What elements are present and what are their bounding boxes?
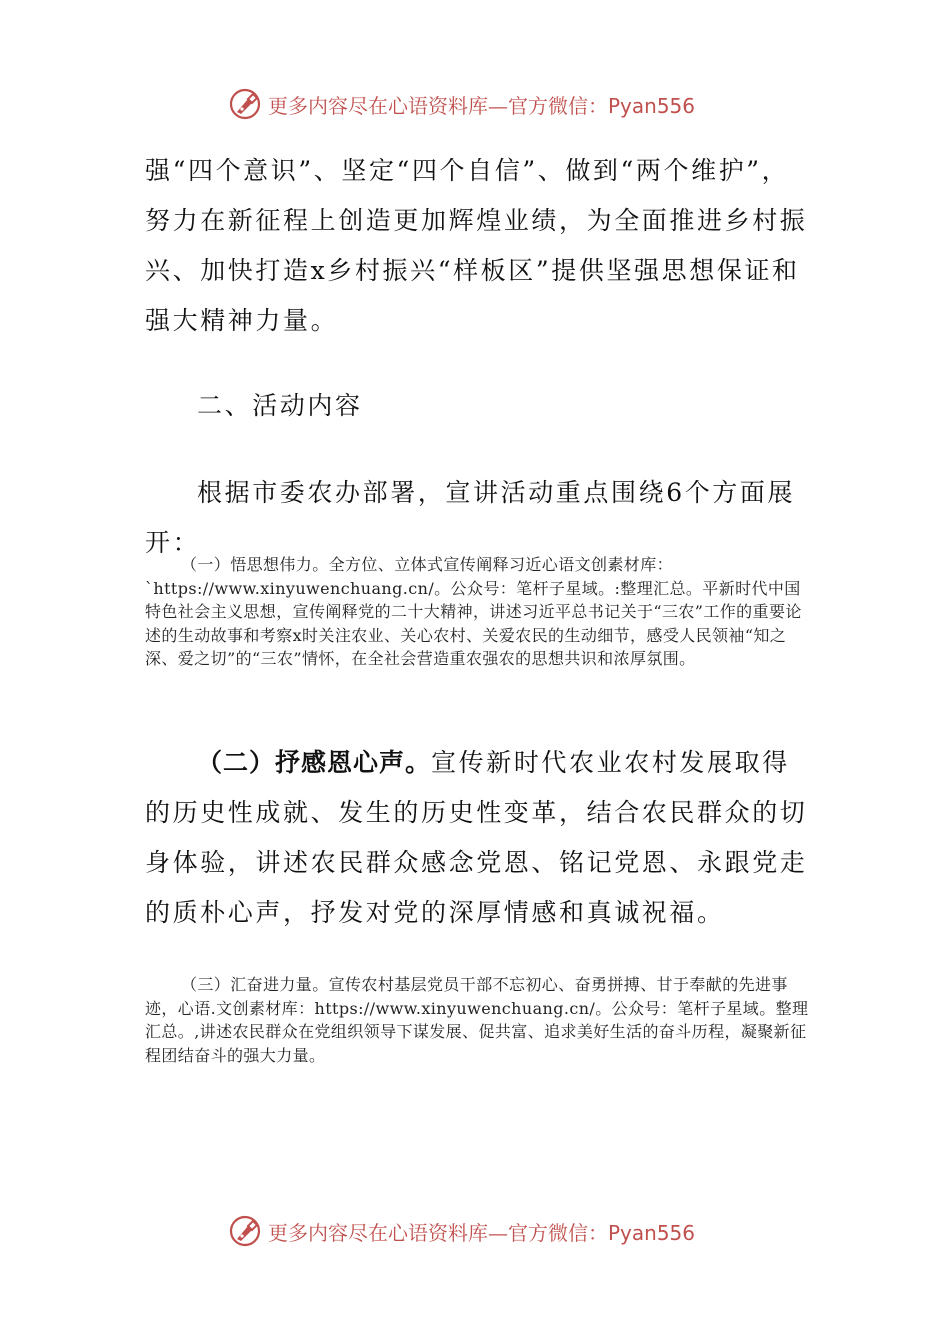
pen-nib-logo-icon	[228, 87, 262, 121]
section-heading: 二、活动内容	[197, 391, 363, 420]
banner-text: 更多内容尽在心语资料库—	[268, 93, 508, 118]
banner-wechat: 官方微信：Pyan556	[508, 93, 696, 118]
item-3-paragraph: （三）汇奋进力量。宣传农村基层党员干部不忘初心、奋勇拼搏、甘于奉献的先进事迹，心语.文创素材库：https://www.xinyuwenchuang.cn/。公众号：笔杆子星域。整理汇总。,讲述农民群众在党组织领导下谋发展、促共富、追求美好生活的奋斗历程，凝聚新征程团结奋斗的强大力量。	[145, 975, 809, 1065]
item-2-body: 宣传新时代农业农村发展取得的历史性成就、发生的历史性变革，结合农民群众的切身体验，讲述农民群众感念党恩、铭记党恩、永跟党走的质朴心声，抒发对党的深厚情感和真诚祝福。	[145, 748, 808, 927]
intro-paragraph: 根据市委农办部署，宣讲活动重点围绕6个方面展开：	[145, 478, 796, 557]
item-1-paragraph: （一）悟思想伟力。全方位、立体式宣传阐释习近心语文创素材库：`https://www.xinyuwenchuang.cn/。公众号：笔杆子星域。:整理汇总。平新时代中国特色社会主义思想，宣传阐释党的二十大精神，讲述习近平总书记关于“三农”工作的重要论述的生动故事和考察x时关注农业、关心农村、关爱农民的生动细节，感受人民领袖“知之深、爱之切”的“三农”情怀，在全社会营造重农强农的思想共识和浓厚氛围。	[145, 555, 802, 668]
footer-banner	[228, 1211, 748, 1251]
item-2-paragraph	[145, 738, 810, 938]
banner-wechat: 官方微信：Pyan556	[508, 1220, 696, 1245]
pen-nib-logo-icon	[228, 1214, 262, 1248]
paragraph-continuation: 强“四个意识”、坚定“四个自信”、做到“两个维护”，努力在新征程上创造更加辉煌业绩，为全面推进乡村振兴、加快打造x乡村振兴“样板区”提供坚强思想保证和强大精神力量。	[145, 156, 808, 335]
header-banner	[228, 84, 748, 124]
item-2-title: （二）抒感恩心声。	[197, 748, 432, 777]
banner-text: 更多内容尽在心语资料库—	[268, 1220, 508, 1245]
